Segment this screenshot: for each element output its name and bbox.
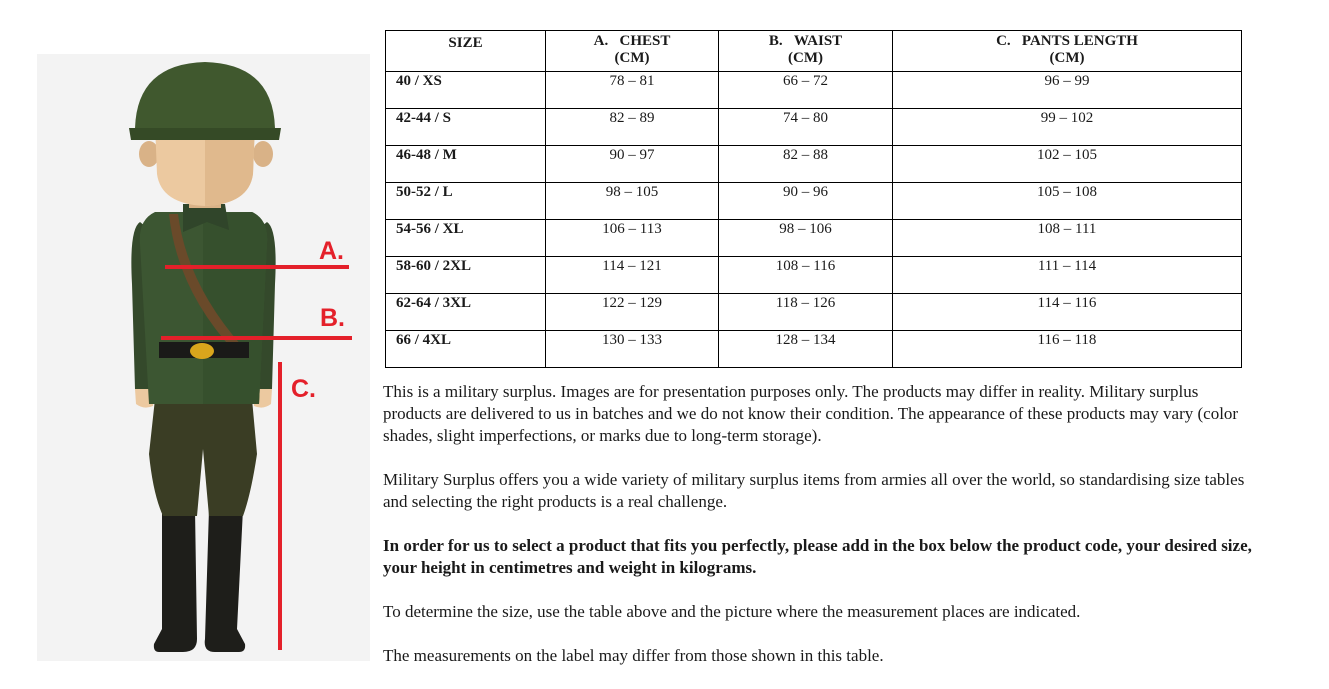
header-pants-length [893, 31, 1242, 72]
cell-chest: 82 – 89 [546, 109, 719, 146]
cell-size: 50-52 / L [386, 183, 546, 220]
cell-size: 54-56 / XL [386, 220, 546, 257]
description-text [383, 381, 1253, 689]
right-ear [253, 141, 273, 167]
cell-pants-length: 99 – 102 [893, 109, 1242, 146]
table-row [386, 109, 1242, 146]
table-row [386, 257, 1242, 294]
table-row [386, 220, 1242, 257]
cell-waist: 98 – 106 [719, 220, 893, 257]
cell-pants-length: 105 – 108 [893, 183, 1242, 220]
left-boot [154, 509, 197, 652]
header-waist [719, 31, 893, 72]
belt-buckle [190, 343, 214, 359]
cell-waist: 118 – 126 [719, 294, 893, 331]
pants [149, 399, 257, 516]
table-row [386, 331, 1242, 368]
cell-size: 58-60 / 2XL [386, 257, 546, 294]
helmet-brim [129, 128, 281, 140]
header-pants-letter: C. [996, 33, 1011, 49]
cell-waist: 128 – 134 [719, 331, 893, 368]
right-boot [205, 509, 245, 652]
cell-pants-length: 116 – 118 [893, 331, 1242, 368]
header-pants-name: PANTS LENGTH [1021, 33, 1138, 49]
cell-chest: 130 – 133 [546, 331, 719, 368]
helmet [135, 62, 275, 136]
marker-a-label: A. [319, 237, 344, 265]
header-waist-letter: B. [768, 33, 783, 49]
cell-waist: 90 – 96 [719, 183, 893, 220]
cell-size: 46-48 / M [386, 146, 546, 183]
header-chest-name: CHEST [619, 33, 671, 49]
cell-chest: 106 – 113 [546, 220, 719, 257]
cell-chest: 90 – 97 [546, 146, 719, 183]
cell-chest: 122 – 129 [546, 294, 719, 331]
cell-pants-length: 114 – 116 [893, 294, 1242, 331]
table-row [386, 72, 1242, 109]
measure-line-a [165, 265, 349, 269]
header-chest [546, 31, 719, 72]
cell-waist: 82 – 88 [719, 146, 893, 183]
cell-pants-length: 111 – 114 [893, 257, 1242, 294]
header-size-label: SIZE [448, 35, 483, 51]
soldier-illustration [37, 54, 370, 661]
cell-size: 62-64 / 3XL [386, 294, 546, 331]
cell-waist: 66 – 72 [719, 72, 893, 109]
cell-pants-length: 96 – 99 [893, 72, 1242, 109]
cell-chest: 78 – 81 [546, 72, 719, 109]
header-waist-unit: (CM) [788, 50, 823, 66]
paragraph: This is a military surplus. Images are for presentation purposes only. The products may differ in reality. Military surplus products are delivered to us in batches and we do not know their condition. The appearance of these products may vary (color shades, slight imperfections, or marks due to long-term storage). [383, 382, 1239, 445]
cell-chest: 114 – 121 [546, 257, 719, 294]
marker-c-label: C. [291, 375, 316, 403]
cell-size: 40 / XS [386, 72, 546, 109]
cell-pants-length: 108 – 111 [893, 220, 1242, 257]
paragraph: In order for us to select a product that fits you perfectly, please add in the box below the product code, your desired size, your height in centimetres and weight in kilograms. [383, 536, 1252, 577]
table-header-row [386, 31, 1242, 72]
measure-line-c [278, 362, 282, 650]
cell-size: 42-44 / S [386, 109, 546, 146]
table-row [386, 183, 1242, 220]
measure-line-b [161, 336, 352, 340]
cell-waist: 74 – 80 [719, 109, 893, 146]
cell-size: 66 / 4XL [386, 331, 546, 368]
paragraph: To determine the size, use the table above and the picture where the measurement places are indicated. [383, 602, 1081, 621]
cell-chest: 98 – 105 [546, 183, 719, 220]
paragraph: The measurements on the label may differ from those shown in this table. [383, 646, 884, 665]
soldier-figure-panel [37, 54, 370, 661]
cell-pants-length: 102 – 105 [893, 146, 1242, 183]
header-waist-name: WAIST [793, 33, 843, 49]
cell-waist: 108 – 116 [719, 257, 893, 294]
table-row [386, 146, 1242, 183]
header-chest-letter: A. [593, 33, 609, 49]
marker-b-label: B. [320, 304, 345, 332]
header-chest-unit: (CM) [614, 50, 650, 66]
paragraph: Military Surplus offers you a wide variety of military surplus items from armies all over the world, so standardising size tables and selecting the right products is a real challenge. [383, 470, 1245, 511]
header-pants-unit: (CM) [1049, 50, 1085, 66]
table-row [386, 294, 1242, 331]
size-table [385, 30, 1242, 368]
header-size [386, 31, 546, 72]
size-table-body [386, 72, 1242, 368]
